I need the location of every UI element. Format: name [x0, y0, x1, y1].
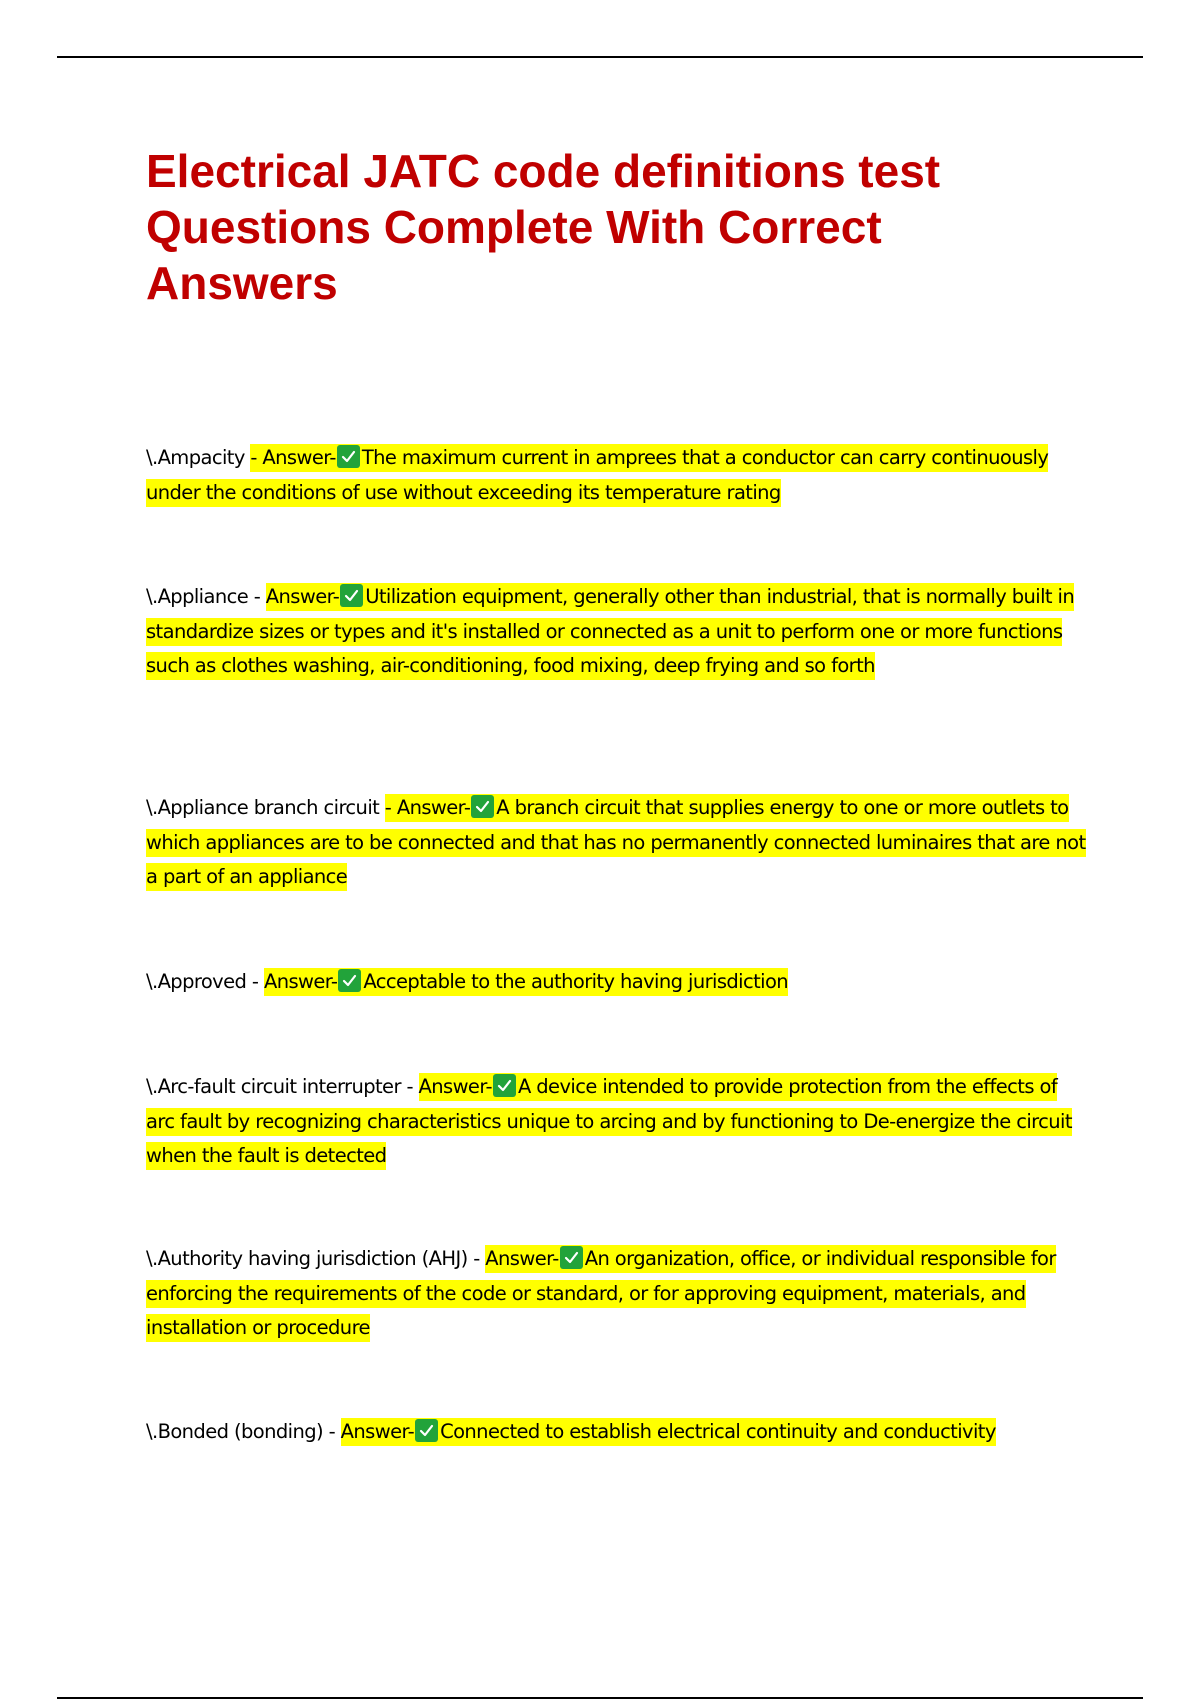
- answer-label: Answer-: [262, 446, 336, 469]
- definition-text: A branch circuit that supplies energy to one or more outlets to which appliances are to be connected and that has no permanently connected luminaires that are not a part of an appliance: [146, 796, 1086, 888]
- answer-highlight: [341, 1418, 996, 1446]
- definition-text: A device intended to provide protection from the effects of arc fault by recognizing characteristics unique to arcing and by functioning to De-energize the circuit when the fault is detected: [146, 1075, 1072, 1167]
- term: \.Bonded (bonding): [146, 1420, 324, 1443]
- answer-highlight: [264, 968, 788, 996]
- bottom-rule: [57, 1697, 1143, 1699]
- term: \.Authority having jurisdiction (AHJ): [146, 1247, 468, 1270]
- check-mark-icon: [471, 795, 494, 818]
- answer-separator: -: [384, 796, 397, 819]
- definition-entry: [146, 580, 1086, 684]
- term-separator: -: [246, 970, 264, 993]
- definition-entry: [146, 1242, 1086, 1346]
- answer-label: Answer-: [265, 585, 340, 608]
- top-rule: [57, 56, 1143, 58]
- answer-label: Answer-: [396, 796, 471, 819]
- answer-label: Answer-: [418, 1075, 492, 1098]
- term: \.Approved: [146, 970, 247, 993]
- answer-highlight: [146, 583, 1074, 680]
- answer-label: Answer-: [485, 1247, 559, 1270]
- definition-text: An organization, office, or individual responsible for enforcing the requirements of the code or standard, or for approving equipment, materials, and installation or procedure: [146, 1247, 1056, 1339]
- definition-entry: [146, 1415, 1086, 1450]
- answer-label: Answer-: [263, 970, 338, 993]
- definition-entry: [146, 965, 1086, 1000]
- answer-highlight: [146, 444, 1048, 507]
- definition-text: Acceptable to the authority having jurisdiction: [363, 970, 789, 993]
- answer-label: Answer-: [340, 1420, 415, 1443]
- definition-entry: [146, 791, 1086, 895]
- document-title: Electrical JATC code definitions test Questions Complete With Correct Answers: [146, 145, 941, 309]
- term-separator: -: [400, 1075, 419, 1098]
- term: \.Ampacity: [146, 446, 245, 469]
- check-mark-icon: [337, 445, 360, 468]
- definition-text: Connected to establish electrical continuity and conductivity: [440, 1420, 996, 1443]
- definition-text: The maximum current in amprees that a conductor can carry continuously under the conditions of use without exceeding its temperature rating: [146, 446, 1049, 504]
- term-separator: -: [323, 1420, 341, 1443]
- term-separator: -: [248, 585, 266, 608]
- definition-text: Utilization equipment, generally other than industrial, that is normally built in standardize sizes or types and it's installed or connected as a unit to perform one or more functions such as clothes washing, air-conditioning, food mixing, deep frying and so forth: [146, 585, 1075, 677]
- definition-entry: [146, 1070, 1086, 1174]
- check-mark-icon: [560, 1246, 583, 1269]
- check-mark-icon: [338, 969, 361, 992]
- definition-entry: [146, 441, 1086, 510]
- check-mark-icon: [415, 1419, 438, 1442]
- term: \.Appliance: [146, 585, 249, 608]
- check-mark-icon: [340, 584, 363, 607]
- term: \.Arc-fault circuit interrupter: [146, 1075, 401, 1098]
- answer-separator: -: [250, 446, 263, 469]
- term: \.Appliance branch circuit: [146, 796, 380, 819]
- check-mark-icon: [493, 1074, 516, 1097]
- term-separator: -: [467, 1247, 486, 1270]
